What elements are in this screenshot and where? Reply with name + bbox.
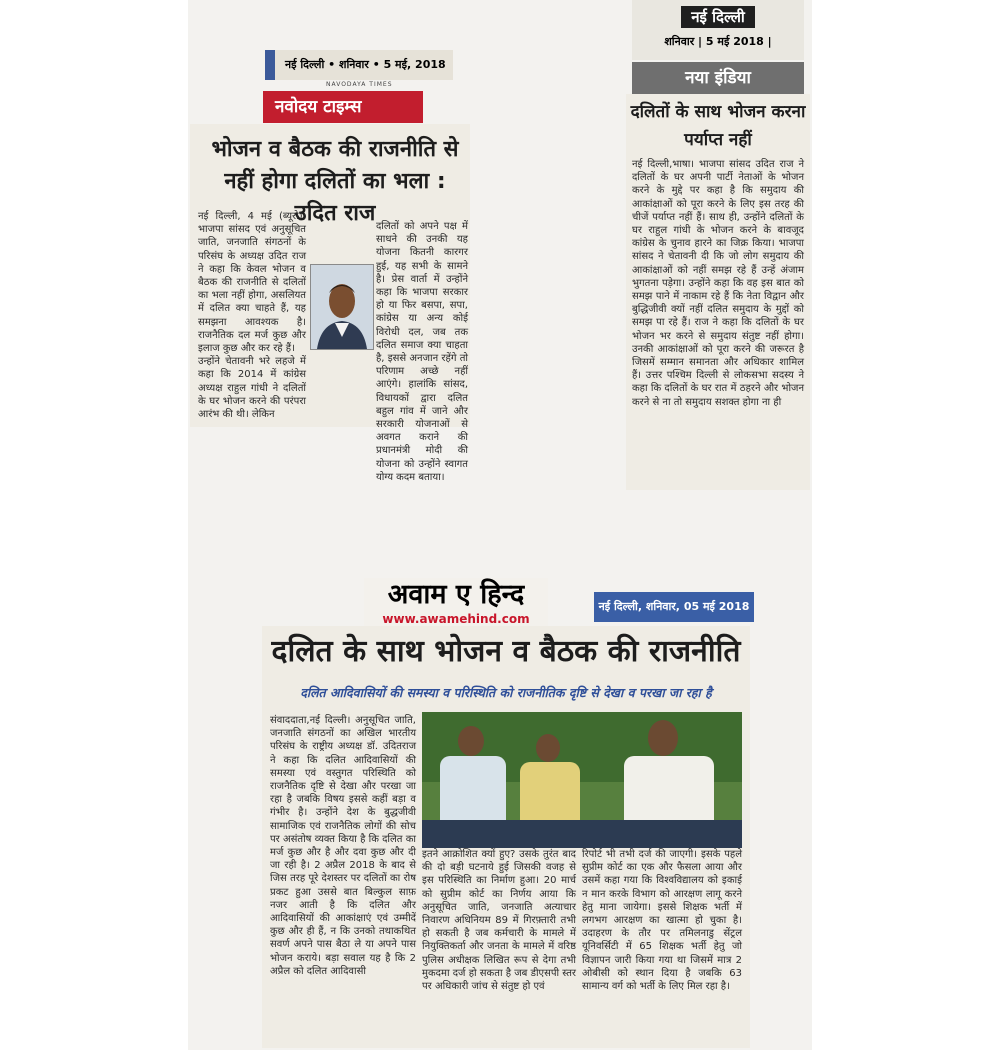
- navodaya-headline: भोजन व बैठक की राजनीति से नहीं होगा दलितों का भला : उदित राज: [211, 137, 459, 226]
- awam-e-hind-headline: दलित के साथ भोजन व बैठक की राजनीति: [271, 634, 741, 669]
- naya-india-body: नई दिल्ली,भाषा। भाजपा सांसद उदित राज ने दलितों के घर अपनी पार्टी नेताओं के भोजन करने के मुद्दे पर कहा है कि समुदाय की आकांक्षाओं को पूरा करने के लिए इस तरह की चीजें पर्याप्त नहीं हैं। साथ ही, उन्होंने दलितों के घर राहुल गांधी के भोजन करने के बावजूद कांग्रेस के चुनाव हारने का जिक्र किया। भाजपा सांसद ने चेतावनी दी कि जो लोग समुदाय की आकांक्षाओं को नहीं समझ रहे हैं उन्हें अंजाम भुगतना पड़ेगा। उन्होंने कहा कि वह इस बात को समझ पाने में नाकाम रहे हैं कि नेता विद्वान और बुद्धिजीवी क्यों नहीं दलित समुदाय के मुद्दों को समझ पा रहे हैं। राज ने कहा कि दलितों के घर भोजन भर करने से समुदाय संतुष्ट नहीं होगा। उनकी आकांक्षाओं को पूरा करने की जरूरत है जिसमें सम्मान समानता और अधिकार शामिल हैं। उत्तर पश्चिम दिल्ली से लोकसभा सदस्य ने कहा कि दलितों के घर रात में ठहरने और भोजन करने से ना तो समुदाय सशक्त होगा ना ही: [632, 159, 804, 408]
- portrait-illustration: [311, 265, 373, 349]
- naya-india-article: [626, 94, 810, 490]
- awam-e-hind-article: [262, 626, 750, 1048]
- awam-e-hind-url: www.awamehind.com: [382, 612, 530, 626]
- awam-e-hind-subheadline: दलित आदिवासियों की समस्या व परिस्थिति को राजनीतिक दृष्टि से देखा व परखा जा रहा है: [300, 685, 712, 700]
- dateline-accent-bar: [265, 50, 275, 80]
- naya-india-logo: नया इंडिया: [632, 62, 804, 94]
- awam-e-hind-column-3: रिपोर्ट भी तभी दर्ज की जाएगी। इसके पहले सुप्रीम कोर्ट का एक और फैसला आया और उसमें कहा गया कि विश्वविद्यालय को इकाई न मान करके विभाग को आरक्षण लागू करने हेतु माना जायेगा। इससे शिक्षक भर्ती में लगभग आरक्षण का खात्मा हो चुका है। उदाहरण के तौर पर तमिलनाडु सेंट्रल यूनिवर्सिटी में 65 शिक्षक भर्ती हेतु जो विज्ञापन जारी किया गया था जिसमें मात्र 2 ओबीसी को स्थान दिया है जबकि 63 सामान्य वर्ग को भर्ती के लिए मिल रहा है।: [582, 849, 742, 993]
- photo-table: [422, 820, 742, 848]
- navodaya-article: [190, 124, 470, 483]
- navodaya-dateline: [265, 50, 453, 80]
- navodaya-column-2: दलितों को अपने पक्ष में साधने की उनकी यह योजना कितनी कारगर हुई, यह सभी के सामने है। प्रेस वार्ता में उन्होंने कहा कि भाजपा सरकार हो या फिर बसपा, सपा, कांग्रेस या अन्य कोई विरोधी दल, जब तक दलित समाज क्या चाहता है, इससे अनजान रहेंगे तो परिणाम अच्छे नहीं आएंगे। हालांकि सांसद, विधायकों द्वारा दलित बहुल गांव में जाने और सरकारी योजनाओं से अवगत कराने की प्रधानमंत्री मोदी की योजना को उन्होंने स्वागत योग्य कदम बताया।: [376, 221, 468, 483]
- press-conference-photo: [422, 712, 742, 848]
- awam-e-hind-masthead: [364, 578, 548, 630]
- awam-e-hind-column-2: इतने आक्रोशित क्यों हुए? उसके तुरंत बाद की दो बड़ी घटनाये हुई जिसकी वजह से इस परिस्थिति का निर्माण हुआ। 20 मार्च को सुप्रीम कोर्ट का निर्णय आया कि अनुसूचित जाति, जनजाति अत्याचार निवारण अधिनियम 89 में गिरफ़्तारी तभी हो सकती है जब कर्मचारी के मामले में नियुक्तिकर्ता और जनता के मामले में वरिष्ठ पुलिस अधीक्षक लिखित रूप से देगा तभी मुकदमा दर्ज हो सकता है जब डीएसपी स्तर पर अधिकारी जांच से संतुष्ट हो एवं: [422, 849, 576, 993]
- naya-india-day-date: शनिवार | 5 मई 2018 |: [664, 35, 772, 48]
- navodaya-column-1: नई दिल्ली, 4 मई (ब्यूरो): भाजपा सांसद एवं अनुसूचित जाति, जनजाति संगठनों के परिसंघ के अध्यक्ष उदित राज ने कहा कि केवल भोजन व बैठक की राजनीति से दलितों का भला नहीं होगा, असलियत में दलित क्या चाहते हैं, यह समझना आवश्यक है। राजनैतिक दल मर्ज कुछ और इलाज कुछ और कर रहे हैं। उन्होंने चेतावनी भरे लहजे में कहा कि 2014 में कांग्रेस अध्यक्ष राहुल गांधी ने दलितों के घर भोजन करने की परंपरा आरंभ की थी। लेकिन: [198, 211, 306, 421]
- naya-india-headline: दलितों के साथ भोजन करना पर्याप्त नहीं: [630, 102, 806, 150]
- navodaya-dateline-text: नई दिल्ली • शनिवार • 5 मई, 2018: [285, 58, 446, 71]
- navodaya-tagline: NAVODAYA TIMES: [326, 81, 393, 88]
- naya-india-dateline: [632, 0, 804, 60]
- udit-raj-photo: [310, 264, 374, 350]
- awam-e-hind-dateline: नई दिल्ली, शनिवार, 05 मई 2018: [594, 592, 754, 622]
- navodaya-logo: नवोदय टाइम्स: [263, 91, 423, 123]
- awam-e-hind-column-1: संवाददाता,नई दिल्ली। अनुसूचित जाति, जनजाति संगठनों का अखिल भारतीय परिसंघ के राष्ट्रीय अध्यक्ष डॉ. उदितराज ने कहा कि दलित आदिवासियों की समस्या एवं वस्तुगत परिस्थिति को राजनैतिक दृष्टि से देखा और परखा जा रहा है जबकि विषय इससे कहीं बड़ा व गंभीर है। उन्होंने देश के बुद्धजीवी सामाजिक एवं राजनैतिक लोगों की सोच पर असंतोष व्यक्त किया है कि दलित का मर्ज कुछ और है और दवा कुछ और दी जा रही है। 2 अप्रैल 2018 के बाद से जिस तरह पूरे देशस्तर पर दलितों का रोष प्रकट हुआ उससे बात बिल्कुल साफ़ नजर आती है कि दलित और आदिवासियों की आकांक्षाएं एवं उम्मीदें कुछ और ही हैं, न कि उनको तथाकथित सवर्ण अपने पास बैठा ले या अपने पास भोजन कराये। बड़ा सवाल यह है कि 2 अप्रैल को दलित आदिवासी: [270, 715, 416, 977]
- awam-e-hind-logo: अवाम ए हिन्द: [387, 579, 525, 610]
- naya-india-city: नई दिल्ली: [681, 6, 755, 28]
